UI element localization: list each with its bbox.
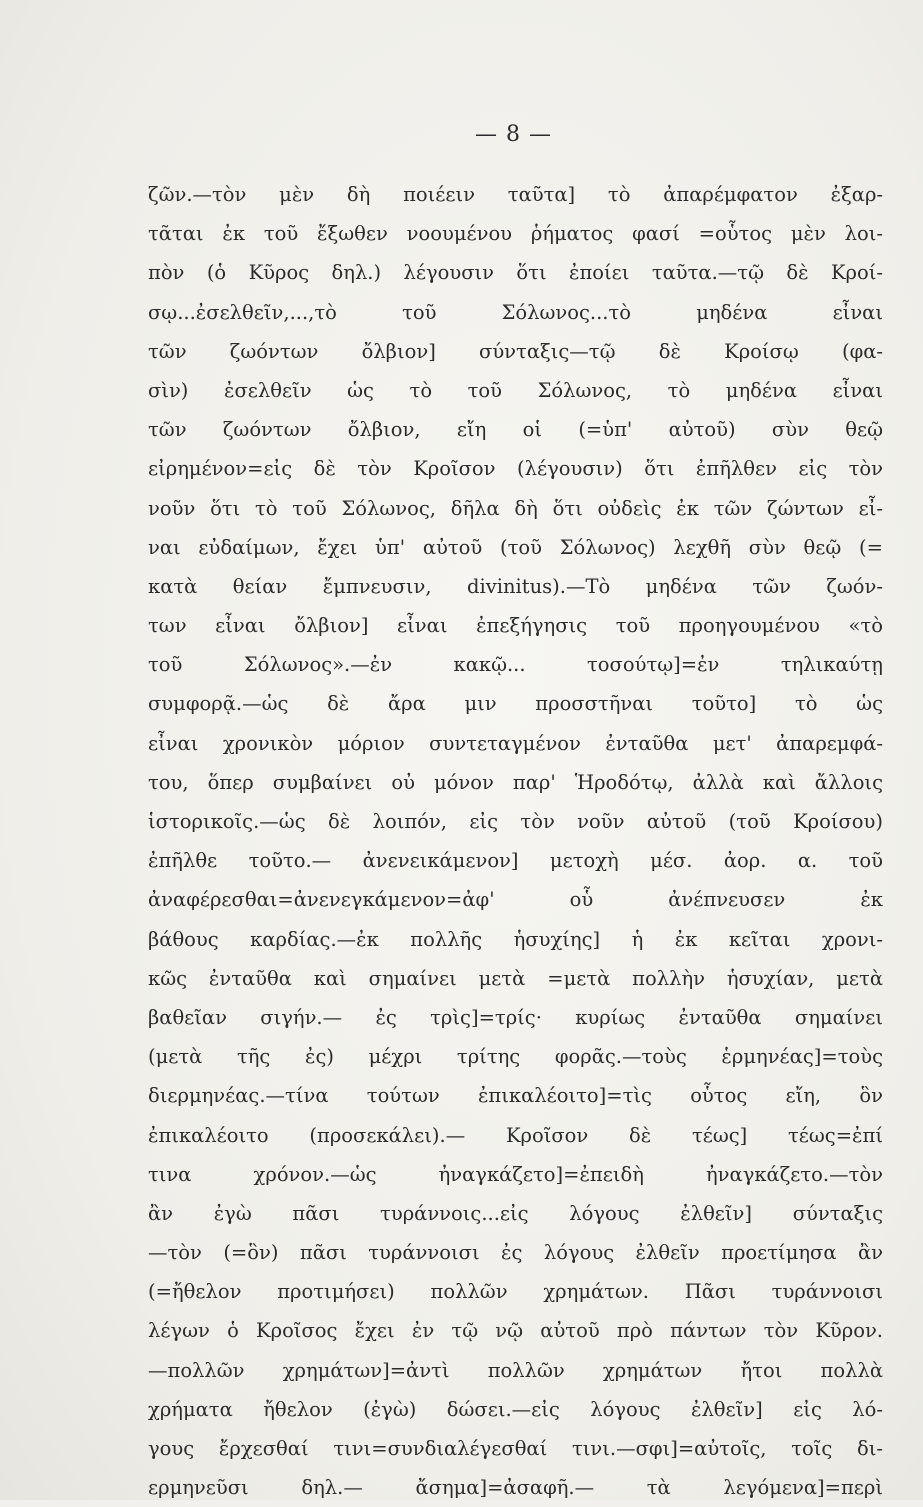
text-line: βαθεῖαν σιγήν.— ἐς τρὶς]=τρίς· κυρίως ἐνταῦθα σημαίνει [148,1005,883,1029]
text-line: τῶν ζωόντων ὄλβιον, εἴη οἱ (=ὑπ' αὐτοῦ) σὺν θεῷ [148,418,883,442]
text-line: ναι εὐδαίμων, ἔχει ὑπ' αὐτοῦ (τοῦ Σόλωνος) λεχθῆ σὺν θεῷ (= [148,535,883,559]
text-line: εἶναι χρονικὸν μόριον συντεταγμένον ἐνταῦθα μετ' ἀπαρεμφά- [148,731,883,755]
text-line: διερμηνέας.—τίνα τούτων ἐπικαλέοιτο]=τὶς οὗτος εἴη, ὃν [148,1084,883,1108]
text-line: ζῶν.—τὸν μὲν δὴ ποιέειν ταῦτα] τὸ ἀπαρέμφατον ἐξαρ- [148,183,883,206]
text-line: τῶν ζωόντων ὄλβιον] σύνταξις—τῷ δὲ Κροίσῳ (φα- [148,339,883,363]
text-line: σὶν) ἐσελθεῖν ὡς τὸ τοῦ Σόλωνος, τὸ μηδένα εἶναι [148,378,883,402]
text-line: χρήματα ἤθελον (ἐγὼ) δώσει.—εἰς λόγους ἐλθεῖν] εἰς λό- [148,1397,883,1421]
text-line: ἐπῆλθε τοῦτο.— ἀνενεικάμενον] μετοχὴ μέσ. ἀορ. α. τοῦ [148,849,883,873]
text-line: —τὸν (=ὃν) πᾶσι τυράννοισι ἐς λόγους ἐλθεῖν προετίμησα ἂν [148,1241,883,1265]
text-line: ερμηνεῦσι δηλ.— ἄσημα]=ἀσαφῆ.— τὰ λεγόμενα]=περὶ [148,1476,883,1500]
text-line: βάθους καρδίας.—ἐκ πολλῆς ἡσυχίης] ἡ ἐκ κεῖται χρονι- [148,927,883,951]
text-line: σῳ...ἐσελθεῖν,...,τὸ τοῦ Σόλωνος...τὸ μηδένα εἶναι [148,300,883,324]
text-line: του, ὅπερ συμβαίνει οὐ μόνον παρ' Ἡροδότῳ, ἀλλὰ καὶ ἄλλοις [148,770,883,794]
text-line: ἐπικαλέοιτο (προσεκάλει).— Κροῖσον δὲ τέως] τέως=ἐπί [148,1123,883,1147]
text-line: ἀναφέρεσθαι=ἀνενεγκάμενον=ἀφ' οὗ ἀνέπνευσεν ἐκ [148,888,883,912]
text-line: εἰρημένον=εἰς δὲ τὸν Κροῖσον (λέγουσιν) ὅτι ἐπῆλθεν εἰς τὸν [148,457,883,481]
text-line: τοῦ Σόλωνος».—ἐν κακῷ... τοσούτῳ]=ἐν τηλικαύτῃ [148,653,883,677]
text-line: (μετὰ τῆς ἐς) μέχρι τρίτης φορᾶς.—τοὺς ἑρμηνέας]=τοὺς [148,1045,883,1069]
commentary-text [148,175,883,1507]
text-line: ἂν ἐγὼ πᾶσι τυράννοις...εἰς λόγους ἐλθεῖν] σύνταξις [148,1201,883,1225]
text-line: των εἶναι ὄλβιον] εἶναι ἐπεξήγησις τοῦ προηγουμένου «τὸ [148,614,883,638]
text-line: τᾶται ἐκ τοῦ ἔξωθεν νοουμένου ῥήματος φασί =οὗτος μὲν λοι- [148,222,883,246]
page-number: — 8 — [475,122,552,147]
text-line: λέγων ὁ Κροῖσος ἔχει ἐν τῷ νῷ αὐτοῦ πρὸ πάντων τὸν Κῦρον. [148,1319,883,1343]
text-line: ἱστορικοῖς.—ὡς δὲ λοιπόν, εἰς τὸν νοῦν αὐτοῦ (τοῦ Κροίσου) [148,810,883,833]
text-line: (=ἤθελον προτιμήσει) πολλῶν χρημάτων. Πᾶσι τυράννοισι [148,1280,883,1304]
text-line: κατὰ θείαν ἔμπνευσιν, divinitus).—Τὸ μηδένα τῶν ζωόν- [148,574,883,598]
text-line: γους ἔρχεσθαί τινι=συνδιαλέγεσθαί τινι.—σφι]=αὐτοῖς, τοῖς δι- [148,1437,883,1460]
text-line: νοῦν ὅτι τὸ τοῦ Σόλωνος, δῆλα δὴ ὅτι οὐδεὶς ἐκ τῶν ζώντων εἶ- [148,496,883,520]
text-line: κῶς ἐνταῦθα καὶ σημαίνει μετὰ =μετὰ πολλὴν ἡσυχίαν, μετὰ [148,966,883,990]
text-line: —πολλῶν χρημάτων]=ἀντὶ πολλῶν χρημάτων ἤτοι πολλὰ [148,1358,883,1382]
text-line: συμφορᾷ.—ὡς δὲ ἄρα μιν προσστῆναι τοῦτο] τὸ ὡς [148,692,883,716]
text-line: πὸν (ὁ Κῦρος δηλ.) λέγουσιν ὅτι ἐποίει ταῦτα.—τῷ δὲ Κροί- [148,261,883,285]
text-line: τινα χρόνον.—ὡς ἠναγκάζετο]=ἐπειδὴ ἠναγκάζετο.—τὸν [148,1162,883,1186]
